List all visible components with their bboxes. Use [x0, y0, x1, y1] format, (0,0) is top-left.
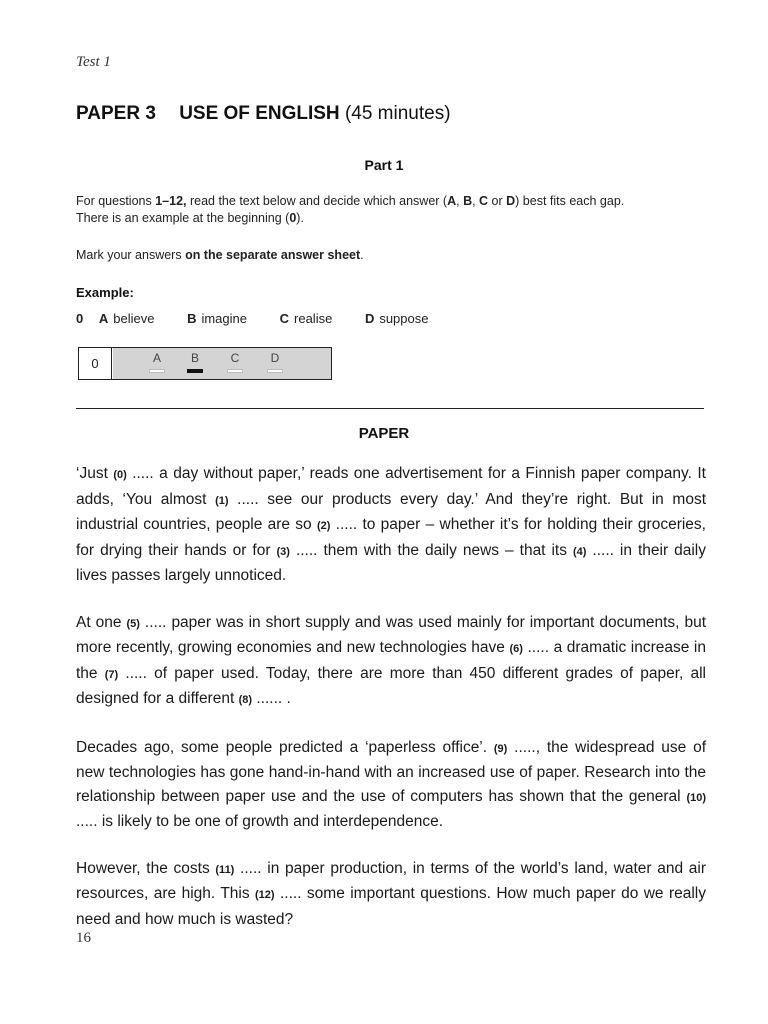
- answer-letter-a: A: [152, 351, 161, 365]
- paper-duration: (45 minutes): [344, 103, 451, 124]
- gap-number: (11): [215, 863, 235, 876]
- answer-lozenge-c: [227, 369, 243, 373]
- mark-text: Mark your answers: [76, 248, 186, 262]
- passage: [76, 462, 706, 954]
- option-word: suppose: [379, 311, 429, 326]
- passage-text: ..... is likely to be one of growth and interdependence.: [76, 813, 444, 830]
- answer-lozenge-a: [149, 369, 165, 373]
- passage-text: ..... a dramatic increase in the: [76, 639, 706, 682]
- gap-number: (8): [238, 694, 253, 706]
- instructions-text: read the text below and decide which answer (: [186, 194, 448, 208]
- option-letter: A: [98, 311, 109, 326]
- gap-number: (4): [572, 545, 587, 558]
- option-letter: C: [479, 194, 489, 208]
- answer-lozenge-b: [187, 369, 203, 373]
- text-title: PAPER: [358, 425, 410, 442]
- option-word: believe: [113, 311, 155, 326]
- gap-number: (1): [215, 494, 229, 507]
- answer-letter-c: C: [230, 351, 240, 365]
- answer-letter-d: D: [270, 351, 280, 365]
- passage-text: ..... of paper used. Today, there are more than 450 different grades of paper, all designed for a different: [76, 664, 707, 707]
- example-option-b: [187, 311, 247, 326]
- option-word: realise: [294, 311, 333, 326]
- example-number: 0: [76, 311, 84, 326]
- example-answer-box: [78, 347, 332, 380]
- paper-title: [76, 103, 451, 125]
- passage-text: Decades ago, some people predicted a ‘paperless office’.: [76, 738, 494, 756]
- passage-text: ‘Just: [76, 465, 114, 482]
- question-range: 1–12,: [155, 194, 187, 208]
- passage-text: ..... some important questions. How much paper do we really need and how much is wasted?: [76, 885, 706, 928]
- gap-number: (12): [255, 889, 275, 901]
- passage-paragraph: [76, 462, 706, 588]
- instructions-text: For questions: [76, 194, 156, 208]
- instructions-text: There is an example at the beginning (: [76, 211, 290, 225]
- passage-text: ..... a day without paper,’ reads one advertisement for a Finnish paper company. It adds, ‘You almost: [76, 465, 706, 508]
- section-divider: [76, 408, 704, 409]
- passage-paragraph: [76, 736, 706, 834]
- option-letter: D: [506, 194, 516, 208]
- option-letter: B: [463, 194, 473, 208]
- gap-number: (7): [104, 668, 119, 681]
- answer-letter-b: B: [190, 351, 199, 365]
- passage-text: ...... .: [252, 690, 291, 707]
- passage-text: ..... paper was in short supply and was used mainly for important documents, but more recently, growing economies and new technologies have: [76, 613, 706, 656]
- paper-number: PAPER 3: [76, 103, 156, 124]
- passage-text: ..... in paper production, in terms of the world’s land, water and air resources, are high. This: [76, 859, 706, 902]
- gap-number: (9): [493, 742, 508, 755]
- gap-number: (5): [126, 617, 140, 630]
- passage-text: ..... see our products every day.’ And they’re right. But in most industrial countries, people are so: [76, 490, 706, 533]
- mark-instruction: [76, 248, 364, 262]
- option-word: imagine: [201, 311, 247, 326]
- paper-name: USE OF ENGLISH: [179, 103, 340, 124]
- option-letter: A: [447, 194, 457, 208]
- passage-text: At one: [76, 613, 127, 631]
- page-number: 16: [76, 930, 91, 946]
- option-letter: B: [187, 311, 197, 326]
- instructions-text: ) best fits each gap.: [515, 194, 625, 208]
- passage-paragraph: [76, 611, 706, 713]
- passage-text: ..... them with the daily news – that its: [289, 541, 573, 559]
- gap-number: (6): [509, 643, 523, 655]
- example-options: [76, 311, 457, 326]
- part-heading: Part 1: [364, 157, 404, 173]
- gap-number: (10): [686, 791, 706, 804]
- passage-paragraph: [76, 857, 706, 932]
- passage-text: ....., the widespread use of new technologies has gone hand-in-hand with an increased use of paper. Research into the relationship between paper use and the use of computers has shown that the general: [76, 738, 707, 805]
- example-option-a: [99, 311, 155, 326]
- example-ref: 0: [289, 211, 297, 225]
- answer-box-number: 0: [79, 348, 112, 379]
- answer-lozenge-d: [267, 369, 283, 373]
- mark-text: .: [360, 248, 364, 262]
- passage-text: ..... to paper – whether it’s for holding their groceries, for drying their hands or for: [76, 516, 706, 559]
- instructions: [76, 193, 716, 227]
- example-label: Example:: [76, 285, 134, 300]
- gap-number: (3): [276, 545, 290, 558]
- example-option-d: [365, 311, 429, 326]
- running-head: Test 1: [76, 54, 111, 70]
- passage-text: ..... in their daily lives passes largely unnoticed.: [76, 541, 706, 584]
- separator: or: [488, 194, 507, 208]
- gap-number: (2): [316, 520, 331, 532]
- passage-text: However, the costs: [76, 859, 216, 877]
- example-option-c: [280, 311, 333, 326]
- separator: ,: [472, 194, 480, 208]
- option-letter: D: [364, 311, 375, 326]
- mark-emphasis: on the separate answer sheet: [185, 248, 361, 262]
- instructions-text: ).: [296, 211, 304, 225]
- separator: ,: [456, 194, 464, 208]
- option-letter: C: [279, 311, 290, 326]
- gap-number: (0): [113, 469, 127, 481]
- answer-box-grid: [112, 348, 331, 379]
